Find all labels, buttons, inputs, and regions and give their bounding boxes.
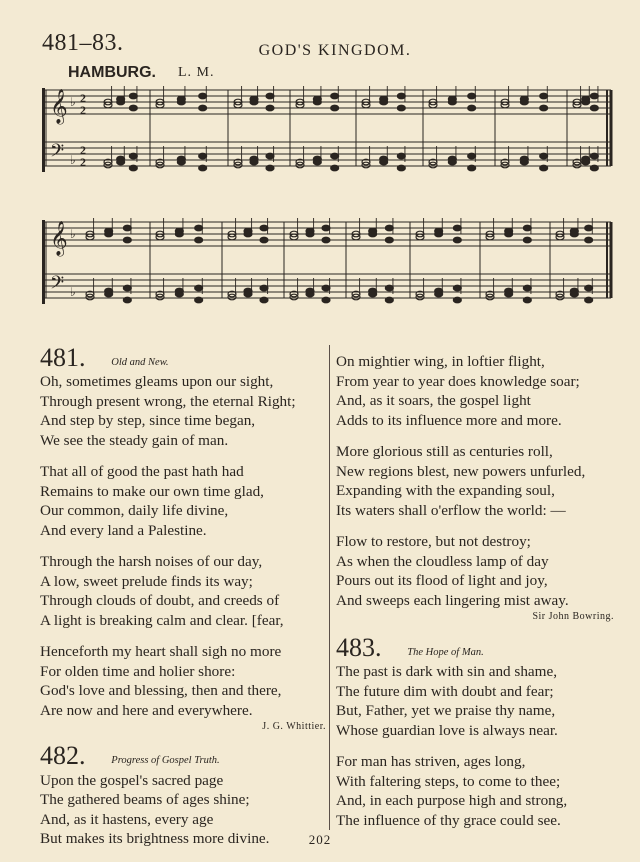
verse-line: A low, sweet prelude finds its way;	[40, 572, 253, 590]
note-head	[570, 231, 578, 237]
note-head	[129, 93, 137, 99]
system-bracket	[42, 220, 45, 304]
note-head	[195, 285, 203, 291]
note-head	[313, 99, 321, 105]
flat-sign-icon: ♭	[70, 153, 76, 167]
note-head	[397, 93, 405, 99]
verse-line: And sweeps each lingering mist away.	[336, 591, 569, 609]
hymn-number: 482.	[40, 741, 86, 771]
bass-clef-icon: 𝄢	[50, 141, 65, 166]
stanza	[336, 352, 614, 430]
music-system-2	[40, 216, 615, 326]
verse-line: Expanding with the expanding soul,	[336, 482, 555, 499]
note-head	[369, 291, 377, 297]
verse-line: From year to year does knowledge soar;	[336, 372, 580, 390]
note-head	[540, 153, 548, 159]
verse-line: But makes its brightness more divine.	[40, 830, 270, 848]
note-head	[590, 153, 598, 159]
flat-sign-icon: ♭	[70, 227, 76, 241]
section-title: GOD'S KINGDOM.	[258, 42, 412, 59]
flat-sign-icon: ♭	[70, 285, 76, 299]
time-signature-icon: 2	[80, 155, 86, 169]
note-head	[199, 93, 207, 99]
note-head	[260, 225, 268, 231]
note-head	[540, 165, 548, 171]
note-head	[306, 291, 314, 297]
note-head	[199, 153, 207, 159]
hymn-number: 483.	[336, 633, 382, 662]
note-head	[540, 93, 548, 99]
note-head	[105, 231, 113, 237]
note-head	[453, 285, 461, 291]
flat-sign-icon: ♭	[70, 95, 76, 109]
note-head	[523, 285, 531, 291]
note-head	[175, 291, 183, 297]
note-head	[250, 99, 258, 105]
verse-line: Remains to make our own time glad,	[40, 482, 264, 500]
note-head	[397, 165, 405, 171]
note-head	[266, 165, 274, 171]
note-head	[331, 93, 339, 99]
author-attribution: J. G. Whittier.	[262, 721, 326, 733]
note-head	[585, 297, 593, 303]
verse-line: And every land a Palestine.	[40, 521, 207, 539]
verse-line: New regions blest, new powers unfurled,	[336, 462, 586, 480]
column-divider	[329, 345, 330, 830]
note-head	[260, 237, 268, 243]
system-bracket	[42, 88, 45, 172]
note-head	[468, 165, 476, 171]
note-head	[313, 159, 321, 165]
stanza	[336, 662, 614, 740]
note-head	[540, 105, 548, 111]
verse-line: Its waters shall o'erflow the world: —	[336, 501, 566, 519]
stanza	[336, 532, 614, 610]
note-head	[105, 291, 113, 297]
note-head	[585, 237, 593, 243]
hymn-title: Progress of Gospel Truth.	[111, 755, 220, 767]
verse-line: Through the harsh noises of our day,	[40, 553, 263, 571]
note-head	[250, 159, 258, 165]
note-head	[523, 237, 531, 243]
note-head	[195, 237, 203, 243]
note-head	[129, 105, 137, 111]
verse-line: On mightier wing, in loftier flight,	[336, 353, 545, 370]
verse-line: Through clouds of doubt, and creeds of	[40, 592, 280, 610]
note-head	[570, 291, 578, 297]
note-head	[585, 225, 593, 231]
verse-line: Henceforth my heart shall sigh no more	[40, 643, 282, 661]
note-head	[505, 231, 513, 237]
bass-clef-icon: 𝄢	[50, 273, 65, 298]
note-head	[590, 93, 598, 99]
note-head	[199, 165, 207, 171]
stanza-gap	[336, 520, 614, 532]
note-head	[505, 291, 513, 297]
verse-line: Upon the gospel's sacred page	[40, 771, 224, 789]
verse-line: With faltering steps, to come to thee;	[336, 772, 561, 790]
music-system-1	[40, 84, 615, 194]
note-head	[260, 297, 268, 303]
verse-line: And step by step, since time began,	[40, 412, 256, 430]
page-number: 202	[308, 832, 332, 847]
verse-line: Our common, daily life divine,	[40, 502, 229, 520]
verse-line: As when the cloudless lamp of day	[336, 552, 549, 570]
note-head	[175, 231, 183, 237]
note-head	[306, 231, 314, 237]
stanza	[336, 752, 614, 830]
note-head	[453, 237, 461, 243]
note-head	[199, 105, 207, 111]
note-head	[468, 105, 476, 111]
verse-line: And, as it soars, the gospel light	[336, 392, 531, 409]
verse-line: Oh, sometimes gleams upon our sight,	[40, 373, 274, 391]
hymn-483-stanzas	[336, 662, 614, 830]
note-head	[266, 93, 274, 99]
right-column	[336, 352, 614, 830]
note-head	[129, 165, 137, 171]
hymn-481-stanzas	[40, 372, 326, 720]
hymn-482-heading	[40, 742, 326, 770]
verse-line: We see the steady gain of man.	[40, 431, 229, 449]
hymn-title: Old and New.	[111, 356, 169, 368]
note-head	[385, 285, 393, 291]
note-head	[123, 225, 131, 231]
note-head	[380, 159, 388, 165]
note-head	[468, 93, 476, 99]
note-head	[453, 297, 461, 303]
note-head	[177, 99, 185, 105]
stanza	[40, 462, 326, 540]
verse-line: But, Father, yet we praise thy name,	[336, 702, 556, 720]
stanza-gap	[40, 450, 326, 462]
verse-line: And, in each purpose high and strong,	[336, 792, 568, 810]
note-head	[266, 105, 274, 111]
note-head	[520, 159, 528, 165]
note-head	[260, 285, 268, 291]
note-head	[129, 153, 137, 159]
stanza	[40, 372, 326, 450]
note-head	[331, 105, 339, 111]
note-head	[244, 291, 252, 297]
verse-line: More glorious still as centuries roll,	[336, 443, 553, 460]
hymn-number: 481.	[40, 343, 86, 372]
tune-name: HAMBURG.	[68, 64, 156, 81]
note-head	[322, 297, 330, 303]
note-head	[117, 99, 125, 105]
verse-line: Adds to its influence more and more.	[336, 411, 562, 429]
note-head	[453, 225, 461, 231]
hymn-483-heading	[336, 634, 614, 662]
treble-clef-icon: 𝄞	[50, 221, 68, 256]
verse-line: That all of good the past hath had	[40, 463, 244, 481]
verse-line: Whose guardian love is always near.	[336, 721, 558, 739]
note-head	[397, 153, 405, 159]
note-head	[123, 297, 131, 303]
note-head	[266, 153, 274, 159]
hymn-482-continued-stanzas	[336, 352, 614, 610]
note-head	[385, 225, 393, 231]
note-head	[590, 105, 598, 111]
note-head	[117, 159, 125, 165]
note-head	[195, 225, 203, 231]
meter: L. M.	[178, 65, 215, 80]
time-signature-icon: 2	[80, 91, 86, 105]
hymn-title: The Hope of Man.	[407, 646, 484, 658]
note-head	[123, 285, 131, 291]
stanza-gap	[336, 430, 614, 442]
note-head	[331, 165, 339, 171]
note-head	[523, 297, 531, 303]
note-head	[582, 159, 590, 165]
note-head	[177, 159, 185, 165]
time-signature-icon: 2	[80, 103, 86, 117]
note-head	[380, 99, 388, 105]
verse-line: The influence of thy grace could see.	[336, 811, 561, 829]
verse-line: God's love and blessing, then and there,	[40, 682, 282, 700]
note-head	[385, 297, 393, 303]
verse-line: The gathered beams of ages shine;	[40, 791, 250, 809]
note-head	[435, 291, 443, 297]
note-head	[435, 231, 443, 237]
note-head	[448, 99, 456, 105]
note-head	[582, 99, 590, 105]
note-head	[195, 297, 203, 303]
verse-line: Flow to restore, but not destroy;	[336, 533, 531, 550]
stanza-gap	[40, 540, 326, 552]
verse-line: And, as it hastens, every age	[40, 810, 214, 828]
stanza-gap	[40, 630, 326, 642]
note-head	[123, 237, 131, 243]
verse-line: The past is dark with sin and shame,	[336, 663, 558, 681]
verse-line: The future dim with doubt and fear;	[336, 682, 554, 700]
note-head	[369, 231, 377, 237]
note-head	[385, 237, 393, 243]
hymn-range: 481–83.	[42, 30, 124, 56]
left-column	[40, 344, 326, 849]
note-head	[331, 153, 339, 159]
verse-line: Pours out its flood of light and joy,	[336, 572, 548, 589]
note-head	[322, 285, 330, 291]
note-head	[448, 159, 456, 165]
time-signature-icon: 2	[80, 143, 86, 157]
note-head	[322, 237, 330, 243]
note-head	[397, 105, 405, 111]
note-head	[468, 153, 476, 159]
note-head	[244, 231, 252, 237]
verse-line: For man has striven, ages long,	[336, 753, 526, 771]
verse-line: A light is breaking calm and clear. [fear,	[40, 611, 284, 629]
note-head	[322, 225, 330, 231]
stanza	[40, 552, 326, 630]
verse-line: For olden time and holier shore:	[40, 662, 236, 680]
note-head	[590, 165, 598, 171]
treble-clef-icon: 𝄞	[50, 89, 68, 124]
stanza-gap	[336, 740, 614, 752]
note-head	[585, 285, 593, 291]
note-head	[520, 99, 528, 105]
hymn-481-heading	[40, 344, 326, 372]
author-attribution: Sir John Bowring.	[532, 611, 614, 622]
verse-line: Through present wrong, the eternal Right;	[40, 392, 296, 410]
note-head	[523, 225, 531, 231]
stanza	[336, 442, 614, 520]
stanza	[40, 642, 326, 720]
verse-line: Are now and here and everywhere.	[40, 701, 253, 719]
